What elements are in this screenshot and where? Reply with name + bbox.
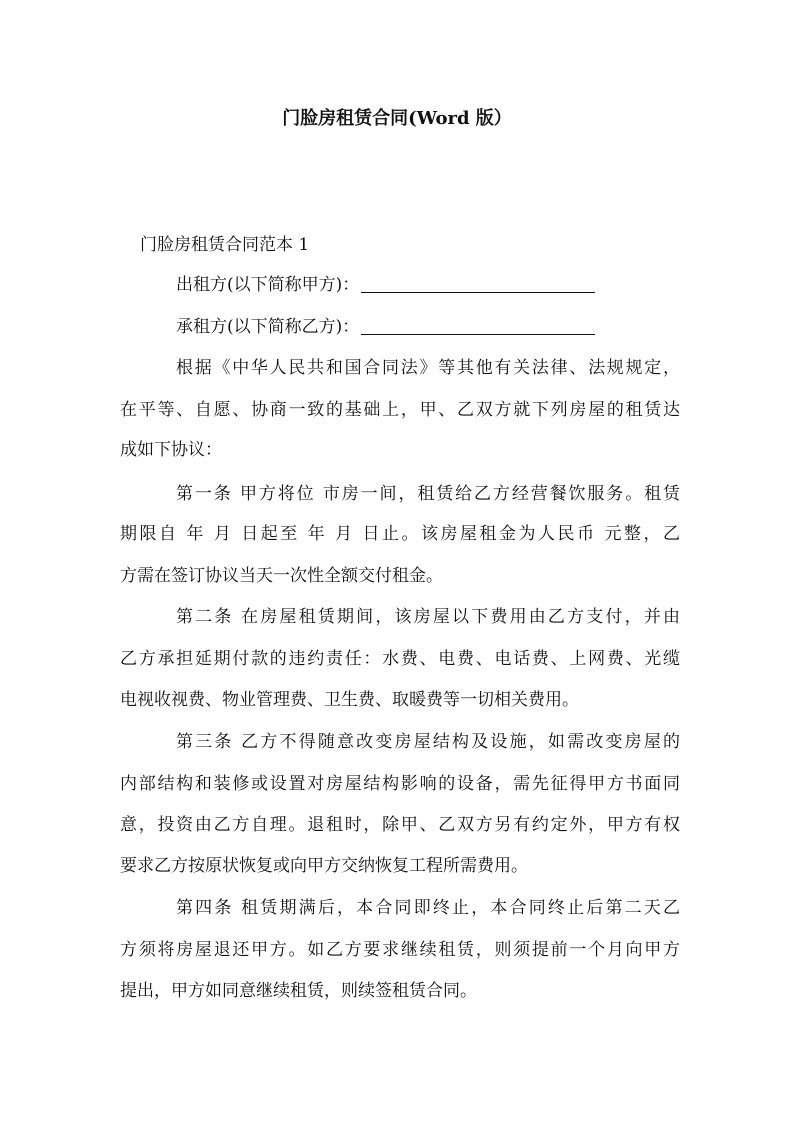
article2-line-3: 电视收视费、物业管理费、卫生费、取暖费等一切相关费用。 [120,690,579,710]
article3-line-1: 第三条 乙方不得随意改变房屋结构及设施，如需改变房屋的 [176,732,680,752]
party-a-blank [361,274,595,293]
party-b-field [176,313,736,341]
article1-line-2: 期限自 年 月 日起至 年 月 日止。该房屋租金为人民币 元整，乙 [120,524,680,544]
party-a-label: 出租方(以下简称甲方)： [176,275,360,295]
article4-line-2: 方须将房屋退还甲方。如乙方要求继续租赁，则须提前一个月向甲方 [120,940,680,960]
party-b-blank [361,316,595,335]
article2-line-2: 乙方承担延期付款的违约责任：水费、电费、电话费、上网费、光缆 [120,649,680,669]
contract-subtitle: 门脸房租赁合同范本 1 [140,235,310,255]
article4-line-1: 第四条 租赁期满后，本合同即终止，本合同终止后第二天乙 [176,898,680,918]
article2-line-1: 第二条 在房屋租赁期间，该房屋以下费用由乙方支付，并由 [176,607,680,627]
intro-line-2: 在平等、自愿、协商一致的基础上，甲、乙双方就下列房屋的租赁达 [120,400,680,420]
intro-line-3: 成如下协议： [120,440,222,460]
article1-line-1: 第一条 甲方将位 市房一间，租赁给乙方经营餐饮服务。租赁 [176,484,680,504]
article1-line-3: 方需在签订协议当天一次性全额交付租金。 [120,566,443,586]
party-a-field [176,271,736,299]
article3-line-3: 意，投资由乙方自理。退租时，除甲、乙双方另有约定外，甲方有权 [120,815,680,835]
document-title: 门脸房租赁合同(Word 版） [282,108,512,129]
party-b-label: 承租方(以下简称乙方)： [176,317,360,337]
article3-line-2: 内部结构和装修或设置对房屋结构影响的设备，需先征得甲方书面同 [120,774,680,794]
article3-line-4: 要求乙方按原状恢复或向甲方交纳恢复工程所需费用。 [120,856,528,876]
article4-line-3: 提出，甲方如同意继续租赁，则续签租赁合同。 [120,981,477,1001]
intro-line-1: 根据《中华人民共和国合同法》等其他有关法律、法规规定， [176,358,680,378]
